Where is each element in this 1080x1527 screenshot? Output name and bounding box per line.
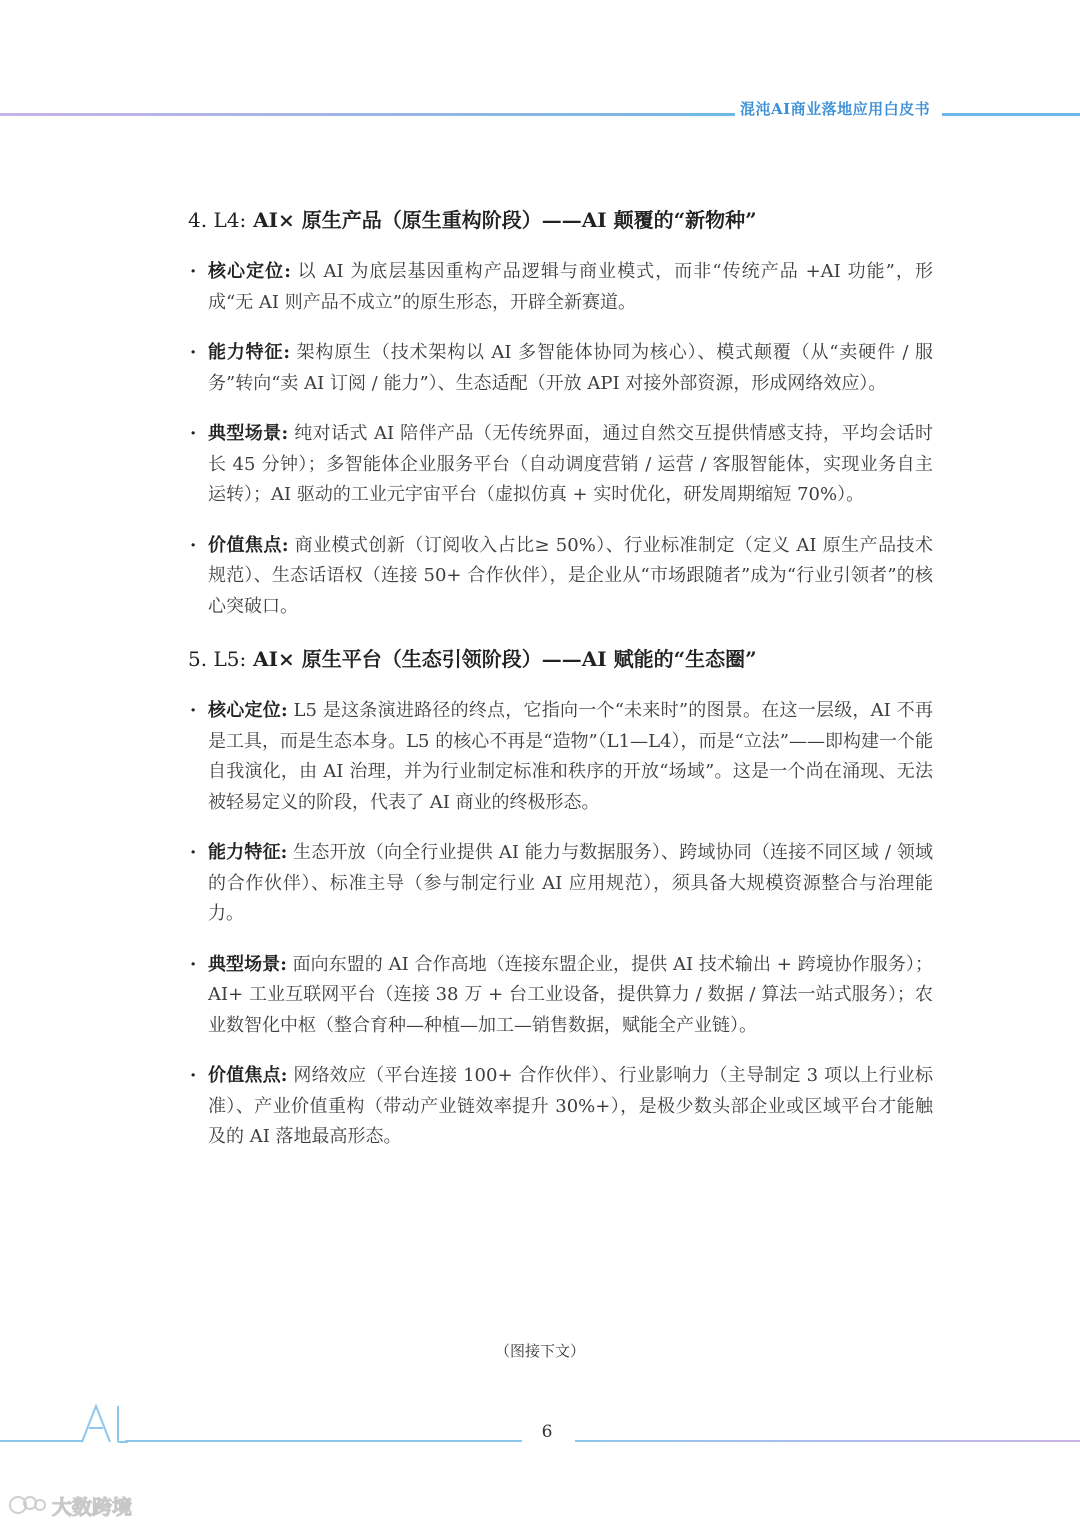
ai-logo-icon (80, 1400, 128, 1444)
bullet-label: 核心定位: (208, 700, 288, 721)
header-divider-right (942, 113, 1080, 116)
bullet-text: 生态开放（向全行业提供 AI 能力与数据服务）、跨域协同（连接不同区域 / 领域的合作伙伴）、标准主导（参与制定行业 AI 应用规范），须具备大规模资源整合与治理能力。 (208, 842, 933, 924)
bullet-item (188, 531, 933, 623)
section-l5 (188, 642, 933, 1153)
watermark-text: 大数跨境 (52, 1494, 132, 1519)
bullet-text: 架构原生（技术架构以 AI 多智能体协同为核心）、模式颠覆（从“卖硬件 / 服务”转向“卖 AI 订阅 / 能力”）、生态适配（开放 API 对接外部资源，形成网络效应）。 (208, 342, 933, 394)
main-content (188, 203, 933, 1173)
footer-divider-left (125, 1440, 522, 1442)
bullet-label: 能力特征: (208, 842, 288, 863)
section-heading: AI× 原生产品（原生重构阶段）——AI 颠覆的“新物种” (246, 208, 757, 232)
section-title (188, 642, 933, 676)
bullet-item (188, 1061, 933, 1153)
bullet-item (188, 338, 933, 399)
bullet-label: 核心定位: (208, 261, 291, 282)
footer-divider (0, 1440, 82, 1442)
header-divider (0, 113, 735, 116)
section-heading: AI× 原生平台（生态引领阶段）——AI 赋能的“生态圈” (246, 647, 757, 671)
bullet-text: 纯对话式 AI 陪伴产品（无传统界面，通过自然交互提供情感支持，平均会话时长 45 分钟）；多智能体企业服务平台（自动调度营销 / 运营 / 客服智能体，实现业务自主运转）；AI 驱动的工业元宇宙平台（虚拟仿真 + 实时优化，研发周期缩短 70%）。 (208, 423, 934, 505)
bullet-item (188, 838, 933, 930)
bullet-text: 面向东盟的 AI 合作高地（连接东盟企业，提供 AI 技术输出 + 跨境协作服务）；AI+ 工业互联网平台（连接 38 万 + 台工业设备，提供算力 / 数据 / 算法一站式服务）；农业数智化中枢（整合育种—种植—加工—销售数据，赋能全产业链）。 (208, 953, 933, 1036)
section-number: 4. L4: (188, 208, 247, 232)
bullet-item (188, 257, 933, 318)
bullet-text: L5 是这条演进路径的终点，它指向一个“未来时”的图景。在这一层级，AI 不再是工具，而是生态本身。L5 的核心不再是“造物”（L1—L4），而是“立法”——即构建一个能自我演化，由 AI 治理，并为行业制定标准和秩序的开放“场域”。这是一个尚在涌现、无法被轻易定义的阶段，代表了 AI 商业的终极形态。 (208, 700, 933, 813)
watermark-logo-icon (8, 1493, 48, 1517)
bullet-item (188, 696, 933, 818)
section-l4 (188, 203, 933, 622)
bullet-text: 商业模式创新（订阅收入占比≥ 50%）、行业标准制定（定义 AI 原生产品技术规范）、生态话语权（连接 50+ 合作伙伴），是企业从“市场跟随者”成为“行业引领者”的核心突破口。 (208, 534, 933, 617)
page-number: 6 (541, 1422, 553, 1442)
bullet-item (188, 419, 933, 511)
header-title: 混沌AI商业落地应用白皮书 (740, 100, 931, 118)
bullet-label: 价值焦点: (208, 534, 289, 556)
bullet-text: 网络效应（平台连接 100+ 合作伙伴）、行业影响力（主导制定 3 项以上行业标准）、产业价值重构（带动产业链效率提升 30%+），是极少数头部企业或区域平台才能触及的 AI 落地最高形态。 (208, 1065, 933, 1147)
bullet-label: 典型场景: (208, 953, 287, 975)
section-number: 5. L5: (188, 647, 247, 671)
bullet-item (188, 950, 933, 1042)
watermark (8, 1490, 132, 1520)
section-title (188, 203, 933, 237)
bullet-label: 能力特征: (208, 342, 290, 363)
bullet-label: 价值焦点: (208, 1065, 288, 1086)
bullet-text: 以 AI 为底层基因重构产品逻辑与商业模式，而非“传统产品 +AI 功能”，形成“无 AI 则产品不成立”的原生形态，开辟全新赛道。 (208, 261, 933, 313)
figure-continued-caption: （图接下文） (494, 1342, 585, 1360)
bullet-label: 典型场景: (208, 423, 289, 444)
footer-divider-right (575, 1440, 1080, 1442)
